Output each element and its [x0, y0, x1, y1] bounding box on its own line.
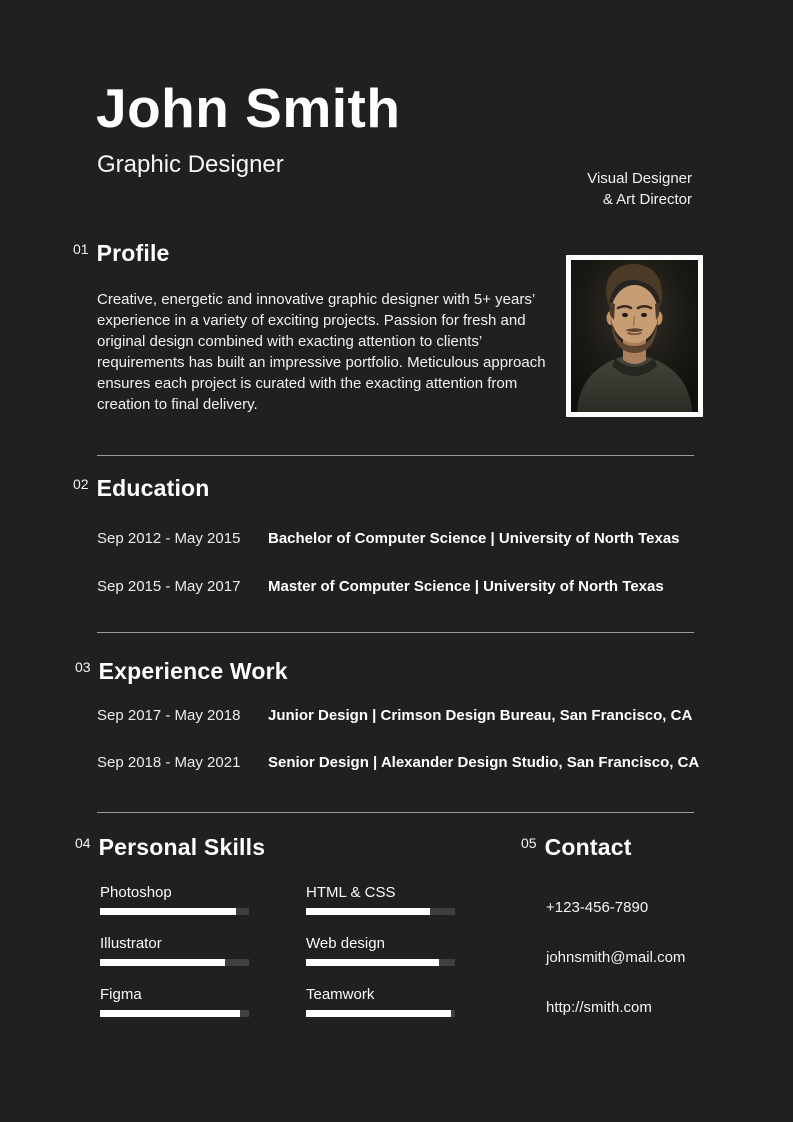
person-name: John Smith: [96, 77, 401, 139]
experience-row: [97, 754, 699, 771]
tagline: [587, 168, 692, 210]
section-title: Personal Skills: [98, 834, 266, 860]
skill-label: Web design: [306, 935, 385, 952]
experience-description: Senior Design | Alexander Design Studio, San Francisco, CA: [268, 754, 700, 771]
skill-progress-fill: [306, 959, 439, 966]
skills-column-left: [100, 884, 249, 1037]
skill-item: [306, 884, 455, 915]
divider: [97, 812, 694, 813]
education-description: Bachelor of Computer Science | University of North Texas: [268, 530, 680, 547]
skill-item: [306, 935, 455, 966]
experience-dates: Sep 2018 - May 2021: [97, 754, 241, 771]
skill-progress-fill: [306, 1010, 451, 1017]
education-dates: Sep 2015 - May 2017: [97, 578, 241, 595]
section-heading-experience: [75, 658, 288, 686]
skill-progress-fill: [306, 908, 430, 915]
education-row: [97, 578, 664, 595]
section-number: 05: [521, 835, 537, 851]
portrait-illustration: [571, 260, 698, 412]
skill-progress-fill: [100, 908, 236, 915]
skill-progress-track: [306, 959, 455, 966]
contact-list: [546, 899, 685, 1049]
skill-label: Figma: [100, 986, 142, 1003]
section-title: Experience Work: [98, 658, 288, 684]
experience-row: [97, 707, 692, 724]
skill-progress-track: [100, 908, 249, 915]
section-heading-education: [73, 475, 210, 503]
skill-item: [100, 986, 249, 1017]
contact-phone: +123-456-7890: [546, 899, 649, 916]
section-number: 04: [75, 835, 91, 851]
skills-column-right: [306, 884, 455, 1037]
portrait-photo: [566, 255, 703, 417]
experience-description: Junior Design | Crimson Design Bureau, San Francisco, CA: [268, 707, 693, 724]
section-heading-skills: [75, 834, 265, 862]
skill-label: Teamwork: [306, 986, 375, 1003]
divider: [97, 455, 694, 456]
section-heading-contact: [521, 834, 632, 862]
divider: [97, 632, 694, 633]
section-heading-profile: [73, 240, 170, 268]
experience-dates: Sep 2017 - May 2018: [97, 707, 241, 724]
section-title: Education: [96, 475, 210, 501]
tagline-line2: & Art Director: [602, 191, 692, 208]
tagline-line1: Visual Designer: [587, 170, 692, 187]
education-dates: Sep 2012 - May 2015: [97, 530, 241, 547]
section-number: 02: [73, 476, 89, 492]
skill-item: [306, 986, 455, 1017]
skill-progress-track: [306, 1010, 455, 1017]
skill-progress-track: [306, 908, 455, 915]
section-number: 03: [75, 659, 91, 675]
profile-paragraph: Creative, energetic and innovative graphic designer with 5+ years’ experience in a variety of exciting projects. Passion for fresh and original design combined with exacting attention to clients’ requirements has built an impressive portfolio. Meticulous approach ensures each project is curated with the exacting attention from creation to final delivery.: [97, 291, 546, 413]
skill-label: Illustrator: [100, 935, 162, 952]
education-row: [97, 530, 680, 547]
skill-progress-track: [100, 959, 249, 966]
skill-item: [100, 884, 249, 915]
skill-item: [100, 935, 249, 966]
skill-label: HTML & CSS: [306, 884, 396, 901]
skill-label: Photoshop: [100, 884, 172, 901]
skill-progress-fill: [100, 1010, 240, 1017]
skill-progress-fill: [100, 959, 225, 966]
job-title: Graphic Designer: [97, 151, 284, 178]
contact-email: johnsmith@mail.com: [546, 949, 686, 966]
contact-website: http://smith.com: [546, 999, 652, 1016]
education-description: Master of Computer Science | University of North Texas: [268, 578, 664, 595]
section-title: Contact: [544, 834, 632, 860]
skill-progress-track: [100, 1010, 249, 1017]
section-title: Profile: [96, 240, 170, 266]
section-number: 01: [73, 241, 89, 257]
